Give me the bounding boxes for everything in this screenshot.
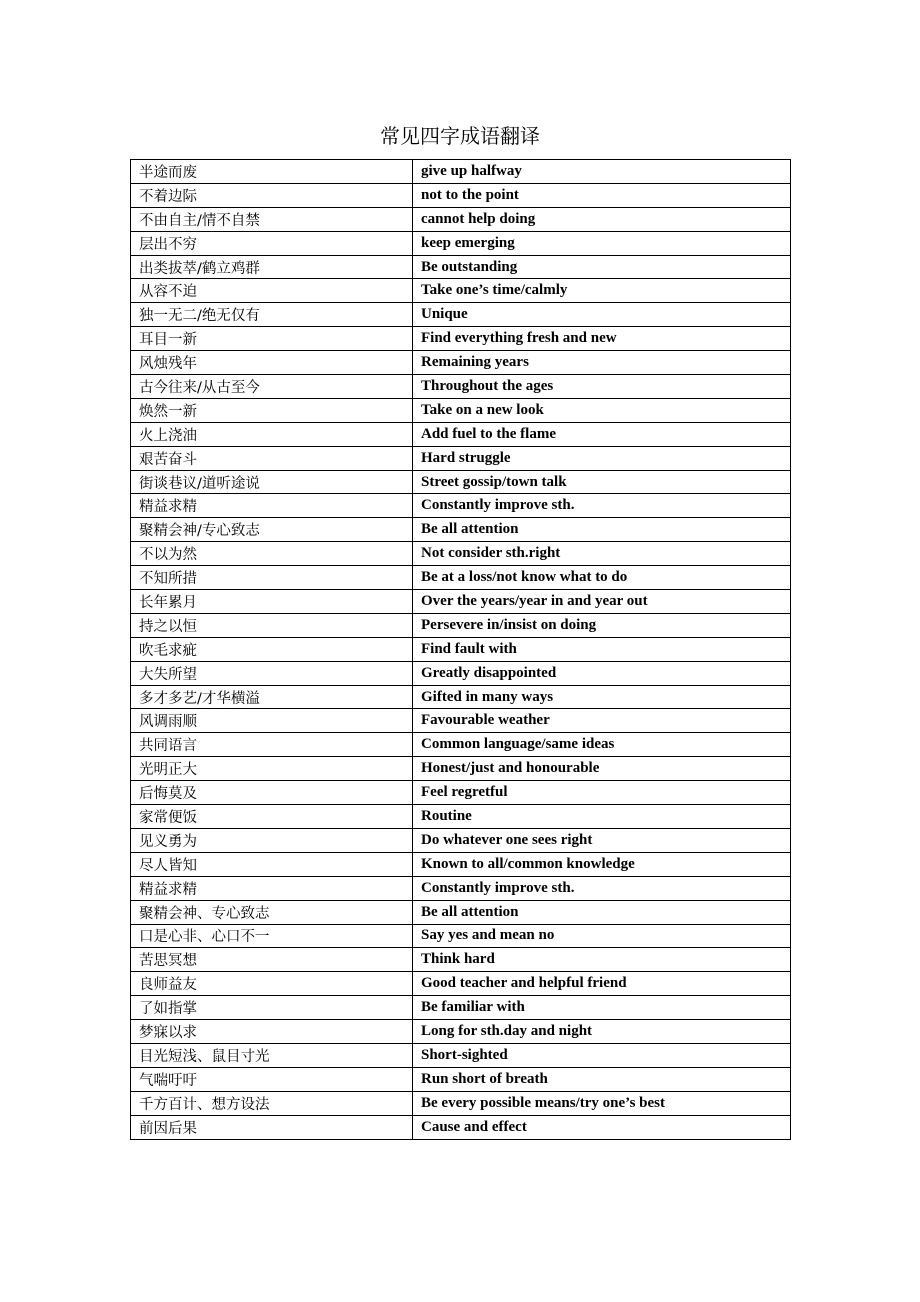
chinese-idiom-cell: 火上浇油 bbox=[131, 422, 413, 446]
chinese-idiom-cell: 耳目一新 bbox=[131, 327, 413, 351]
chinese-idiom-cell: 家常便饭 bbox=[131, 805, 413, 829]
table-row bbox=[131, 446, 791, 470]
table-row bbox=[131, 470, 791, 494]
english-translation-cell: cannot help doing bbox=[413, 207, 791, 231]
table-row bbox=[131, 733, 791, 757]
chinese-idiom-cell: 了如指掌 bbox=[131, 996, 413, 1020]
chinese-idiom-cell: 焕然一新 bbox=[131, 398, 413, 422]
chinese-idiom-cell: 梦寐以求 bbox=[131, 1020, 413, 1044]
table-row bbox=[131, 781, 791, 805]
english-translation-cell: Be all attention bbox=[413, 518, 791, 542]
chinese-idiom-cell: 不以为然 bbox=[131, 542, 413, 566]
chinese-idiom-cell: 良师益友 bbox=[131, 972, 413, 996]
idiom-table-body bbox=[131, 160, 791, 1140]
english-translation-cell: Unique bbox=[413, 303, 791, 327]
english-translation-cell: Known to all/common knowledge bbox=[413, 852, 791, 876]
chinese-idiom-cell: 街谈巷议/道听途说 bbox=[131, 470, 413, 494]
table-row bbox=[131, 948, 791, 972]
table-row bbox=[131, 661, 791, 685]
chinese-idiom-cell: 不着边际 bbox=[131, 183, 413, 207]
chinese-idiom-cell: 艰苦奋斗 bbox=[131, 446, 413, 470]
chinese-idiom-cell: 共同语言 bbox=[131, 733, 413, 757]
table-row bbox=[131, 900, 791, 924]
chinese-idiom-cell: 目光短浅、鼠目寸光 bbox=[131, 1043, 413, 1067]
chinese-idiom-cell: 精益求精 bbox=[131, 494, 413, 518]
english-translation-cell: Long for sth.day and night bbox=[413, 1020, 791, 1044]
english-translation-cell: Street gossip/town talk bbox=[413, 470, 791, 494]
chinese-idiom-cell: 多才多艺/才华横溢 bbox=[131, 685, 413, 709]
english-translation-cell: Throughout the ages bbox=[413, 375, 791, 399]
chinese-idiom-cell: 出类拔萃/鹤立鸡群 bbox=[131, 255, 413, 279]
table-row bbox=[131, 1067, 791, 1091]
english-translation-cell: Persevere in/insist on doing bbox=[413, 613, 791, 637]
chinese-idiom-cell: 不由自主/情不自禁 bbox=[131, 207, 413, 231]
english-translation-cell: Find fault with bbox=[413, 637, 791, 661]
english-translation-cell: Constantly improve sth. bbox=[413, 494, 791, 518]
table-row bbox=[131, 422, 791, 446]
table-row bbox=[131, 279, 791, 303]
english-translation-cell: Good teacher and helpful friend bbox=[413, 972, 791, 996]
english-translation-cell: Be at a loss/not know what to do bbox=[413, 566, 791, 590]
chinese-idiom-cell: 聚精会神/专心致志 bbox=[131, 518, 413, 542]
table-row bbox=[131, 805, 791, 829]
idiom-translation-table bbox=[130, 159, 791, 1140]
chinese-idiom-cell: 不知所措 bbox=[131, 566, 413, 590]
english-translation-cell: give up halfway bbox=[413, 160, 791, 184]
chinese-idiom-cell: 口是心非、心口不一 bbox=[131, 924, 413, 948]
english-translation-cell: Over the years/year in and year out bbox=[413, 590, 791, 614]
chinese-idiom-cell: 见义勇为 bbox=[131, 828, 413, 852]
english-translation-cell: Be outstanding bbox=[413, 255, 791, 279]
english-translation-cell: Be every possible means/try one’s best bbox=[413, 1091, 791, 1115]
chinese-idiom-cell: 风烛残年 bbox=[131, 351, 413, 375]
chinese-idiom-cell: 聚精会神、专心致志 bbox=[131, 900, 413, 924]
english-translation-cell: Add fuel to the flame bbox=[413, 422, 791, 446]
chinese-idiom-cell: 长年累月 bbox=[131, 590, 413, 614]
table-row bbox=[131, 160, 791, 184]
chinese-idiom-cell: 大失所望 bbox=[131, 661, 413, 685]
table-row bbox=[131, 303, 791, 327]
page-title: 常见四字成语翻译 bbox=[380, 124, 540, 148]
english-translation-cell: Think hard bbox=[413, 948, 791, 972]
english-translation-cell: Favourable weather bbox=[413, 709, 791, 733]
english-translation-cell: not to the point bbox=[413, 183, 791, 207]
english-translation-cell: Be all attention bbox=[413, 900, 791, 924]
table-row bbox=[131, 231, 791, 255]
english-translation-cell: Take one’s time/calmly bbox=[413, 279, 791, 303]
table-row bbox=[131, 351, 791, 375]
english-translation-cell: Run short of breath bbox=[413, 1067, 791, 1091]
chinese-idiom-cell: 前因后果 bbox=[131, 1115, 413, 1139]
chinese-idiom-cell: 古今往来/从古至今 bbox=[131, 375, 413, 399]
chinese-idiom-cell: 气喘吁吁 bbox=[131, 1067, 413, 1091]
chinese-idiom-cell: 尽人皆知 bbox=[131, 852, 413, 876]
chinese-idiom-cell: 半途而废 bbox=[131, 160, 413, 184]
table-row bbox=[131, 566, 791, 590]
table-row bbox=[131, 494, 791, 518]
table-row bbox=[131, 207, 791, 231]
table-row bbox=[131, 852, 791, 876]
table-row bbox=[131, 327, 791, 351]
english-translation-cell: Not consider sth.right bbox=[413, 542, 791, 566]
table-row bbox=[131, 757, 791, 781]
table-row bbox=[131, 613, 791, 637]
table-row bbox=[131, 542, 791, 566]
table-row bbox=[131, 685, 791, 709]
table-row bbox=[131, 876, 791, 900]
table-row bbox=[131, 255, 791, 279]
chinese-idiom-cell: 后悔莫及 bbox=[131, 781, 413, 805]
table-row bbox=[131, 828, 791, 852]
english-translation-cell: Greatly disappointed bbox=[413, 661, 791, 685]
english-translation-cell: Be familiar with bbox=[413, 996, 791, 1020]
english-translation-cell: Hard struggle bbox=[413, 446, 791, 470]
english-translation-cell: Routine bbox=[413, 805, 791, 829]
chinese-idiom-cell: 苦思冥想 bbox=[131, 948, 413, 972]
english-translation-cell: Say yes and mean no bbox=[413, 924, 791, 948]
chinese-idiom-cell: 精益求精 bbox=[131, 876, 413, 900]
chinese-idiom-cell: 千方百计、想方设法 bbox=[131, 1091, 413, 1115]
table-row bbox=[131, 590, 791, 614]
chinese-idiom-cell: 吹毛求疵 bbox=[131, 637, 413, 661]
table-row bbox=[131, 1091, 791, 1115]
table-row bbox=[131, 637, 791, 661]
chinese-idiom-cell: 独一无二/绝无仅有 bbox=[131, 303, 413, 327]
table-row bbox=[131, 972, 791, 996]
chinese-idiom-cell: 从容不迫 bbox=[131, 279, 413, 303]
english-translation-cell: Honest/just and honourable bbox=[413, 757, 791, 781]
english-translation-cell: Common language/same ideas bbox=[413, 733, 791, 757]
table-row bbox=[131, 398, 791, 422]
english-translation-cell: keep emerging bbox=[413, 231, 791, 255]
english-translation-cell: Remaining years bbox=[413, 351, 791, 375]
chinese-idiom-cell: 风调雨顺 bbox=[131, 709, 413, 733]
english-translation-cell: Short-sighted bbox=[413, 1043, 791, 1067]
table-row bbox=[131, 1043, 791, 1067]
english-translation-cell: Cause and effect bbox=[413, 1115, 791, 1139]
english-translation-cell: Feel regretful bbox=[413, 781, 791, 805]
table-row bbox=[131, 996, 791, 1020]
table-row bbox=[131, 709, 791, 733]
chinese-idiom-cell: 光明正大 bbox=[131, 757, 413, 781]
table-row bbox=[131, 518, 791, 542]
english-translation-cell: Find everything fresh and new bbox=[413, 327, 791, 351]
english-translation-cell: Do whatever one sees right bbox=[413, 828, 791, 852]
table-row bbox=[131, 924, 791, 948]
chinese-idiom-cell: 持之以恒 bbox=[131, 613, 413, 637]
english-translation-cell: Take on a new look bbox=[413, 398, 791, 422]
table-row bbox=[131, 1020, 791, 1044]
chinese-idiom-cell: 层出不穷 bbox=[131, 231, 413, 255]
table-row bbox=[131, 1115, 791, 1139]
english-translation-cell: Constantly improve sth. bbox=[413, 876, 791, 900]
english-translation-cell: Gifted in many ways bbox=[413, 685, 791, 709]
table-row bbox=[131, 183, 791, 207]
table-row bbox=[131, 375, 791, 399]
